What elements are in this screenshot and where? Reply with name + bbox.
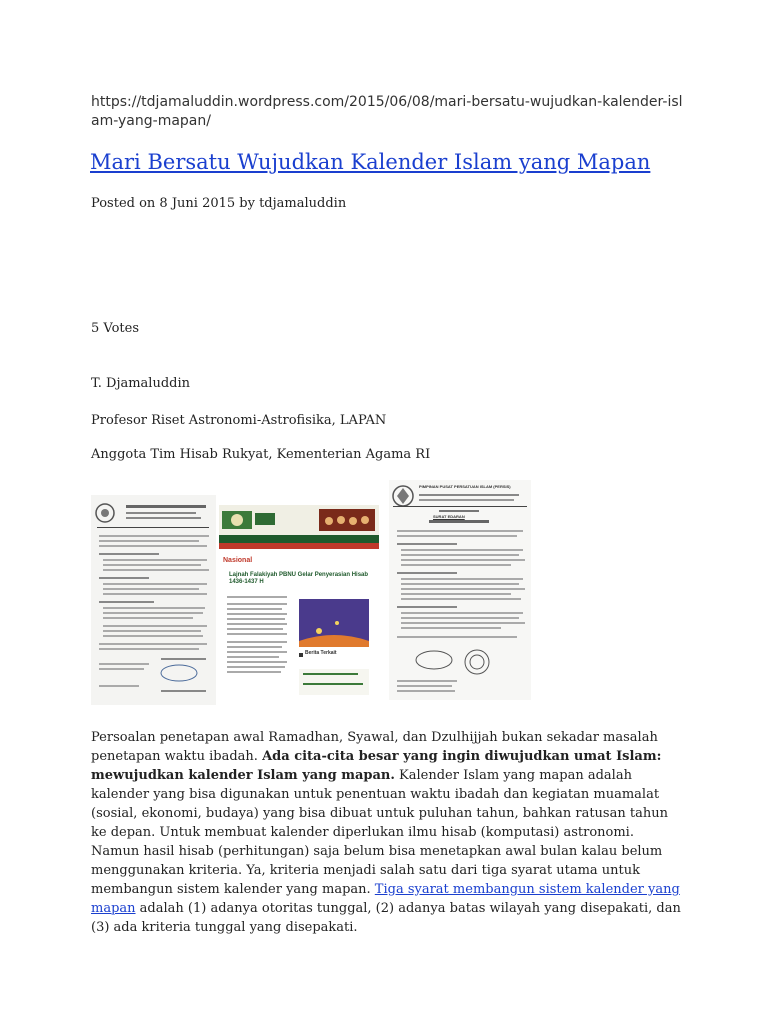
document-image-muhammadiyah <box>91 495 216 705</box>
body-text-3: adalah (1) adanya otoritas tunggal, (2) adanya batas wilayah yang disepakati, dan (3) ada kriteria tunggal yang disepakati. <box>91 901 681 935</box>
persis-header: PIMPINAN PUSAT PERSATUAN ISLAM (PERSIS) <box>419 484 511 489</box>
article-body <box>91 728 681 937</box>
persis-letter-graphic <box>389 480 531 700</box>
body-text-1: Persoalan penetapan awal Ramadhan, Syawal, dan Dzulhijjah bukan sekadar masalah penetapan waktu ibadah. <box>91 730 658 764</box>
article-title[interactable]: Mari Bersatu Wujudkan Kalender Islam yang Mapan <box>90 150 651 174</box>
posted-meta: Posted on 8 Juni 2015 by tdjamaluddin <box>91 196 347 211</box>
letter-scan-graphic <box>91 495 216 705</box>
document-image-nu-website <box>219 505 379 710</box>
author-name: T. Djamaluddin <box>91 376 191 391</box>
document-image-persis <box>389 480 531 700</box>
body-text-2: Kalender Islam yang mapan adalah kalender yang bisa digunakan untuk penentuan waktu ibadah dan kegiatan muamalat (sosial, ekonomi, budaya) yang bisa dibuat untuk puluhan tahun, bahkan ratusan tahun ke depan. Untuk membuat kalender diperlukan ilmu hisab (komputasi) astronomi. Namun hasil hisab (perhitungan) saja belum bisa menetapkan awal bulan kalau belum menggunakan kriteria. Ya, kriteria menjadi salah satu dari tiga syarat utama untuk membangun sistem kalender yang mapan. <box>91 768 668 897</box>
nu-logo-banner <box>219 505 379 535</box>
article-image-collage <box>91 480 531 710</box>
page-url: https://tdjamaluddin.wordpress.com/2015/06/08/mari-bersatu-wujudkan-kalender-islam-yang-mapan/ <box>91 94 683 129</box>
nu-article-body <box>219 591 379 706</box>
nu-nav-bar <box>219 535 379 543</box>
nu-section-label: Nasional <box>223 557 253 564</box>
author-role-2: Anggota Tim Hisab Rukyat, Kementerian Agama RI <box>91 447 431 462</box>
nu-subnav-bar <box>219 543 379 549</box>
votes-count: 5 Votes <box>91 321 140 336</box>
nu-related-label: Berita Terkait <box>305 650 337 656</box>
body-link-tiga-syarat[interactable]: Tiga syarat membangun sistem kalender yang mapan <box>91 882 680 916</box>
persis-subtitle: SURAT EDARAN <box>433 514 465 519</box>
nu-website-header <box>219 505 379 535</box>
author-role-1: Profesor Riset Astronomi-Astrofisika, LAPAN <box>91 413 387 428</box>
nu-headline: Lajnah Falakiyah PBNU Gelar Penyerasian Hisab 1436-1437 H <box>229 572 369 585</box>
body-text-bold: Ada cita-cita besar yang ingin diwujudkan umat Islam: mewujudkan kalender Islam yang mapan. <box>91 749 662 783</box>
